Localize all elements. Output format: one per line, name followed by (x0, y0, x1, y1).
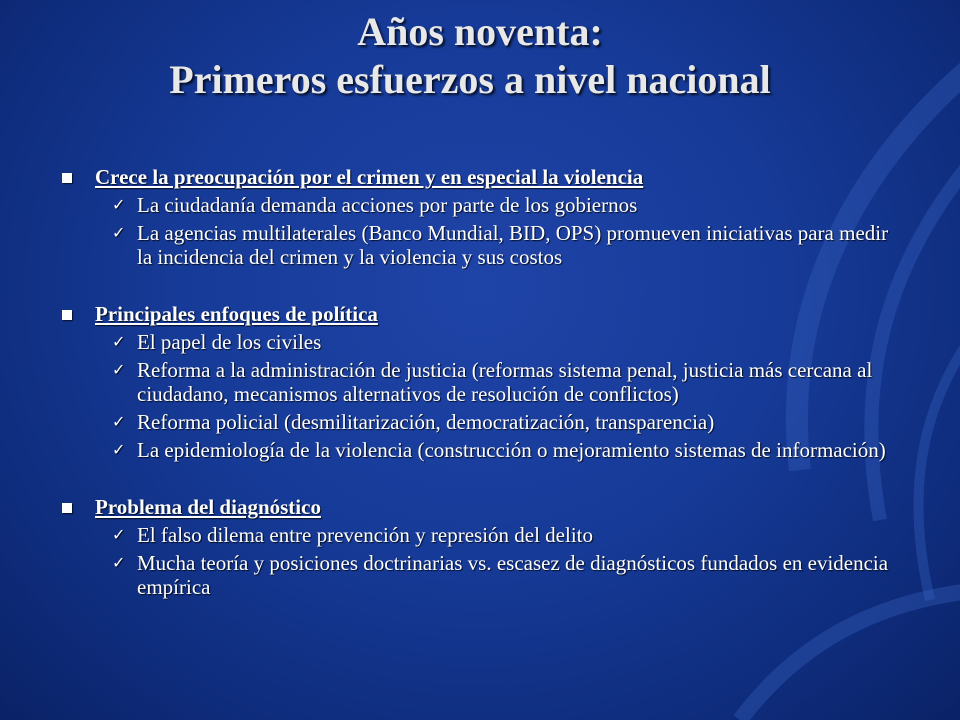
section-heading-text: Principales enfoques de política (95, 302, 378, 326)
section-concern (62, 165, 902, 269)
square-bullet-icon (62, 503, 72, 513)
checkmark-icon: ✓ (112, 332, 126, 351)
list-item-text: La ciudadanía demanda acciones por parte de los gobiernos (137, 193, 638, 217)
square-bullet-icon (62, 310, 72, 320)
list-item-text: Reforma a la administración de justicia (reformas sistema penal, justicia más cercana al ciudadano, mecanismos alternativos de resolución de conflictos) (137, 358, 873, 406)
checkmark-icon: ✓ (112, 360, 126, 379)
title-line-2: Primeros esfuerzos a nivel nacional (169, 57, 771, 102)
section-heading (62, 495, 902, 519)
list-item (62, 410, 902, 434)
title-line-1: Años noventa: (357, 9, 603, 54)
checkmark-icon: ✓ (112, 553, 126, 572)
list-item-text: El falso dilema entre prevención y represión del delito (137, 523, 594, 547)
list-item (62, 523, 902, 547)
slide-title (0, 8, 960, 104)
list-item (62, 551, 902, 599)
section-diagnosis-problem (62, 495, 902, 599)
list-item-text: El papel de los civiles (137, 330, 322, 354)
square-bullet-icon (62, 173, 72, 183)
list-item-text: La agencias multilaterales (Banco Mundial, BID, OPS) promueven iniciativas para medir la incidencia del crimen y la violencia y sus costos (137, 221, 889, 269)
section-items (62, 330, 902, 462)
list-item-text: La epidemiología de la violencia (construcción o mejoramiento sistemas de información) (137, 438, 886, 462)
section-heading (62, 165, 902, 189)
slide-body (62, 165, 902, 603)
list-item (62, 330, 902, 354)
section-heading (62, 302, 902, 326)
checkmark-icon: ✓ (112, 525, 126, 544)
checkmark-icon: ✓ (112, 440, 126, 459)
list-item (62, 193, 902, 217)
section-policy-approaches (62, 302, 902, 462)
list-item (62, 358, 902, 406)
list-item-text: Mucha teoría y posiciones doctrinarias vs. escasez de diagnósticos fundados en evidencia empírica (137, 551, 889, 599)
list-item (62, 221, 902, 269)
checkmark-icon: ✓ (112, 412, 126, 431)
list-item (62, 438, 902, 462)
section-heading-text: Crece la preocupación por el crimen y en especial la violencia (95, 165, 644, 189)
list-item-text: Reforma policial (desmilitarización, democratización, transparencia) (137, 410, 715, 434)
section-items (62, 193, 902, 269)
checkmark-icon: ✓ (112, 195, 126, 214)
checkmark-icon: ✓ (112, 223, 126, 242)
section-heading-text: Problema del diagnóstico (95, 495, 321, 519)
section-items (62, 523, 902, 599)
